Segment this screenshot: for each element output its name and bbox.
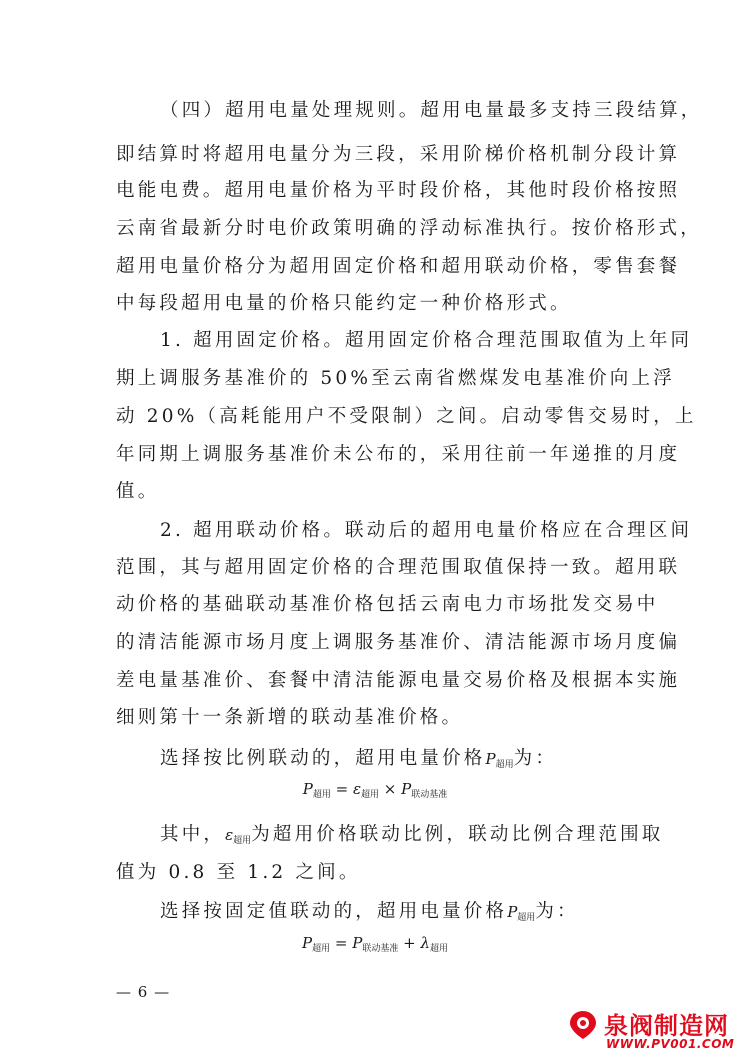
- watermark-title: 泉阀制造网: [604, 1012, 729, 1040]
- subscript-liandong: 联动基准: [411, 790, 448, 800]
- text-line: 年同期上调服务基准价未公布的，采用往前一年递推的月度: [116, 444, 681, 465]
- text-line: 1. 超用固定价格。超用固定价格合理范围取值为上年同: [160, 330, 693, 351]
- text-line: 差电量基准价、套餐中清洁能源电量交易价格及根据本实施: [116, 670, 681, 691]
- formula-fixed: [0, 933, 750, 959]
- text-line: 即结算时将超用电量分为三段，采用阶梯价格机制分段计算: [116, 144, 681, 165]
- subscript-chaoyong: 超用: [312, 944, 331, 954]
- text-line: 超用电量价格分为超用固定价格和超用联动价格，零售套餐: [116, 256, 681, 277]
- text-span: 为：: [535, 901, 579, 922]
- subscript-chaoyong: 超用: [312, 790, 331, 800]
- formula-proportional: [0, 779, 750, 805]
- symbol-lambda: λ: [420, 934, 430, 952]
- symbol-p: P: [302, 934, 313, 952]
- text-span: 选择按固定值联动的，超用电量价格: [160, 901, 508, 922]
- watermark: [566, 1004, 750, 1061]
- text-line: [160, 744, 636, 774]
- text-line: [160, 897, 636, 927]
- plus-sign: +: [398, 934, 421, 952]
- text-line: 细则第十一条新增的联动基准价格。: [116, 707, 464, 728]
- text-span: 选择按比例联动的，超用电量价格: [160, 748, 486, 769]
- symbol-epsilon: ε: [225, 826, 234, 844]
- text-span: 为：: [513, 748, 558, 769]
- symbol-epsilon: ε: [352, 780, 362, 798]
- subscript-chaoyong: 超用: [233, 836, 252, 846]
- symbol-p: P: [401, 780, 412, 798]
- symbol-p: P: [352, 934, 363, 952]
- symbol-p: P: [302, 780, 313, 798]
- equals-sign: =: [330, 780, 353, 798]
- text-line: 中每段超用电量的价格只能约定一种价格形式。: [116, 293, 572, 314]
- text-line: 的清洁能源市场月度上调服务基准价、清洁能源市场月度偏: [116, 632, 681, 653]
- text-line: 范围，其与超用固定价格的合理范围取值保持一致。超用联: [116, 557, 681, 578]
- location-pin-icon: [568, 1010, 598, 1040]
- text-line: 电能电费。超用电量价格为平时段价格，其他时段价格按照: [116, 180, 681, 201]
- text-span: 其中，: [160, 824, 226, 845]
- text-line: 期上调服务基准价的 50%至云南省燃煤发电基准价向上浮: [116, 368, 675, 389]
- equals-sign: =: [330, 934, 353, 952]
- text-line: [160, 820, 664, 850]
- page-number: — 6 —: [116, 983, 171, 1001]
- subscript-chaoyong: 超用: [495, 760, 514, 770]
- text-line: 值。: [116, 481, 160, 502]
- times-sign: ×: [379, 780, 402, 798]
- subscript-liandong: 联动基准: [362, 944, 399, 954]
- subscript-chaoyong: 超用: [361, 790, 380, 800]
- watermark-url: WWW.PV001.COM: [606, 1037, 735, 1051]
- subscript-chaoyong: 超用: [517, 913, 536, 923]
- symbol-p: P: [485, 750, 496, 768]
- subscript-chaoyong: 超用: [429, 944, 448, 954]
- text-line: 动价格的基础联动基准价格包括云南电力市场批发交易中: [116, 594, 659, 615]
- text-line: 2. 超用联动价格。联动后的超用电量价格应在合理区间: [160, 520, 693, 541]
- text-line: （四）超用电量处理规则。超用电量最多支持三段结算，: [160, 100, 703, 121]
- text-line: 动 20%（高耗能用户不受限制）之间。启动零售交易时，上: [116, 406, 697, 427]
- text-span: 为超用价格联动比例，联动比例合理范围取: [251, 824, 664, 845]
- text-line: 值为 0.8 至 1.2 之间。: [116, 862, 361, 883]
- symbol-p: P: [507, 903, 518, 921]
- text-line: 云南省最新分时电价政策明确的浮动标准执行。按价格形式，: [116, 218, 702, 239]
